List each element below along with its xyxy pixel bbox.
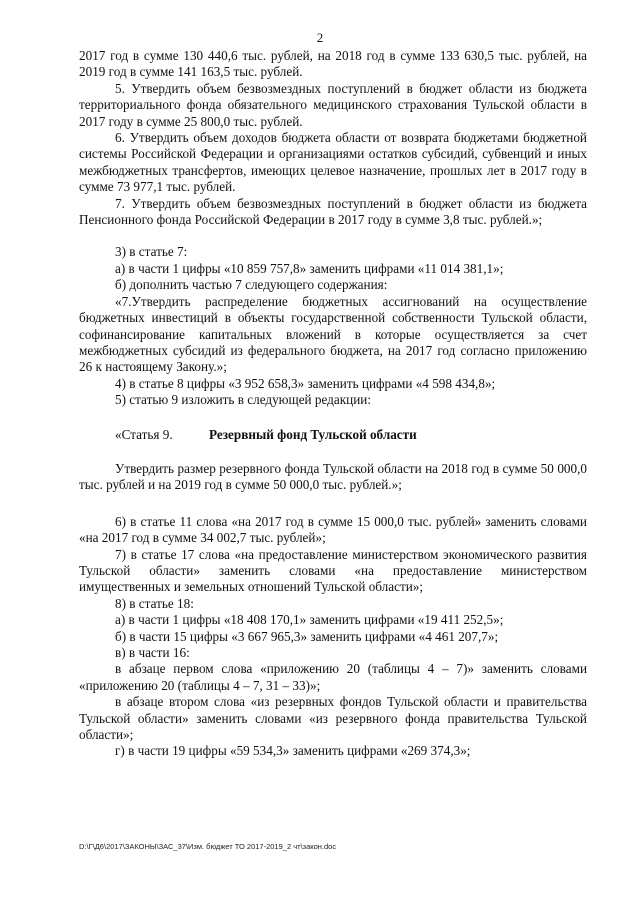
paragraph-abzac-first: в абзаце первом слова «приложению 20 (таблицы 4 – 7)» заменить словами «приложению 20 (таблицы 4 – 7, 31 – 33)»; [79, 661, 587, 693]
paragraph-article-9-intro: 5) статью 9 изложить в следующей редакции: [115, 392, 371, 408]
paragraph-article-18: 8) в статье 18: [115, 595, 194, 611]
document-body [79, 48, 587, 760]
paragraph-article-18-part-d: г) в части 19 цифры «59 534,3» заменить цифрами «269 374,3»; [115, 743, 471, 759]
paragraph-article-7-part-b: б) дополнить частью 7 следующего содержания: [115, 277, 388, 293]
paragraph-item-7: 7. Утвердить объем безвозмездных поступлений в бюджет области из бюджета Пенсионного фонда Российской Федерации в 2017 году в сумме 3,8 тыс. рублей.»; [79, 195, 587, 228]
paragraph-abzac-second: в абзаце втором слова «из резервных фондов Тульской области и правительства Тульской области» заменить словами «из резервного фонда правительства Тульской области»; [79, 694, 587, 743]
paragraph-article-18-part-a: а) в части 1 цифры «18 408 170,1» заменить цифрами «19 411 252,5»; [115, 612, 504, 628]
article-number: «Статья 9. [115, 426, 173, 442]
article-9-heading [79, 427, 587, 443]
paragraph-item-5: 5. Утвердить объем безвозмездных поступлений в бюджет области из бюджета территориального фонда обязательного медицинского страхования Тульской области в 2017 году в сумме 25 800,0 тыс. рублей. [79, 80, 587, 129]
paragraph-reserve-fund: Утвердить размер резервного фонда Тульской области на 2018 год в сумме 50 000,0 тыс. рублей и на 2019 год в сумме 50 000,0 тыс. рублей.»; [79, 460, 587, 493]
footer-file-path: D:\Г\Д6\2017\ЗАКОНЫ\ЗАС_37\Изм. бюджет ТО 2017-2019_2 чт\закон.doc [79, 842, 337, 851]
paragraph-article-7-part-a: а) в части 1 цифры «10 859 757,8» заменить цифрами «11 014 381,1»; [115, 260, 504, 276]
paragraph-article-8: 4) в статье 8 цифры «3 952 658,3» заменить цифрами «4 598 434,8»; [115, 375, 496, 391]
paragraph-article-7: 3) в статье 7: [115, 244, 188, 260]
paragraph-item-6: 6. Утвердить объем доходов бюджета области от возврата бюджетами бюджетной системы Российской Федерации и организациями остатков субсидий, субвенций и иных межбюджетных трансфертов, имеющих целевое назначение, прошлых лет в 2017 году в сумме 73 977,1 тыс. рублей. [79, 130, 587, 195]
paragraph-article-7-new-part: «7.Утвердить распределение бюджетных ассигнований на осуществление бюджетных инвестиций в объекты государственной собственности Тульской области, софинансирование капитальных вложений в которые осуществляется за счет межбюджетных субсидий из федерального бюджета, на 2017 год согласно приложению 26 к настоящему Закону.»; [79, 293, 587, 375]
page-number: 2 [316, 30, 324, 45]
paragraph-article-17: 7) в статье 17 слова «на предоставление министерством экономического развития Тульской области» заменить словами «на предоставление министерством имущественных и земельных отношений Тульской области»; [79, 546, 587, 595]
paragraph-continuation: 2017 год в сумме 130 440,6 тыс. рублей, на 2018 год в сумме 133 630,5 тыс. рублей, на 2019 год в сумме 141 163,5 тыс. рублей. [79, 48, 587, 80]
paragraph-article-18-part-b: б) в части 15 цифры «3 667 965,3» заменить цифрами «4 461 207,7»; [115, 628, 499, 644]
article-title: Резервный фонд Тульской области [209, 426, 417, 442]
paragraph-article-11: 6) в статье 11 слова «на 2017 год в сумме 15 000,0 тыс. рублей» заменить словами «на 2017 год в сумме 34 002,7 тыс. рублей»; [79, 513, 587, 546]
paragraph-article-18-part-c: в) в части 16: [115, 645, 190, 660]
